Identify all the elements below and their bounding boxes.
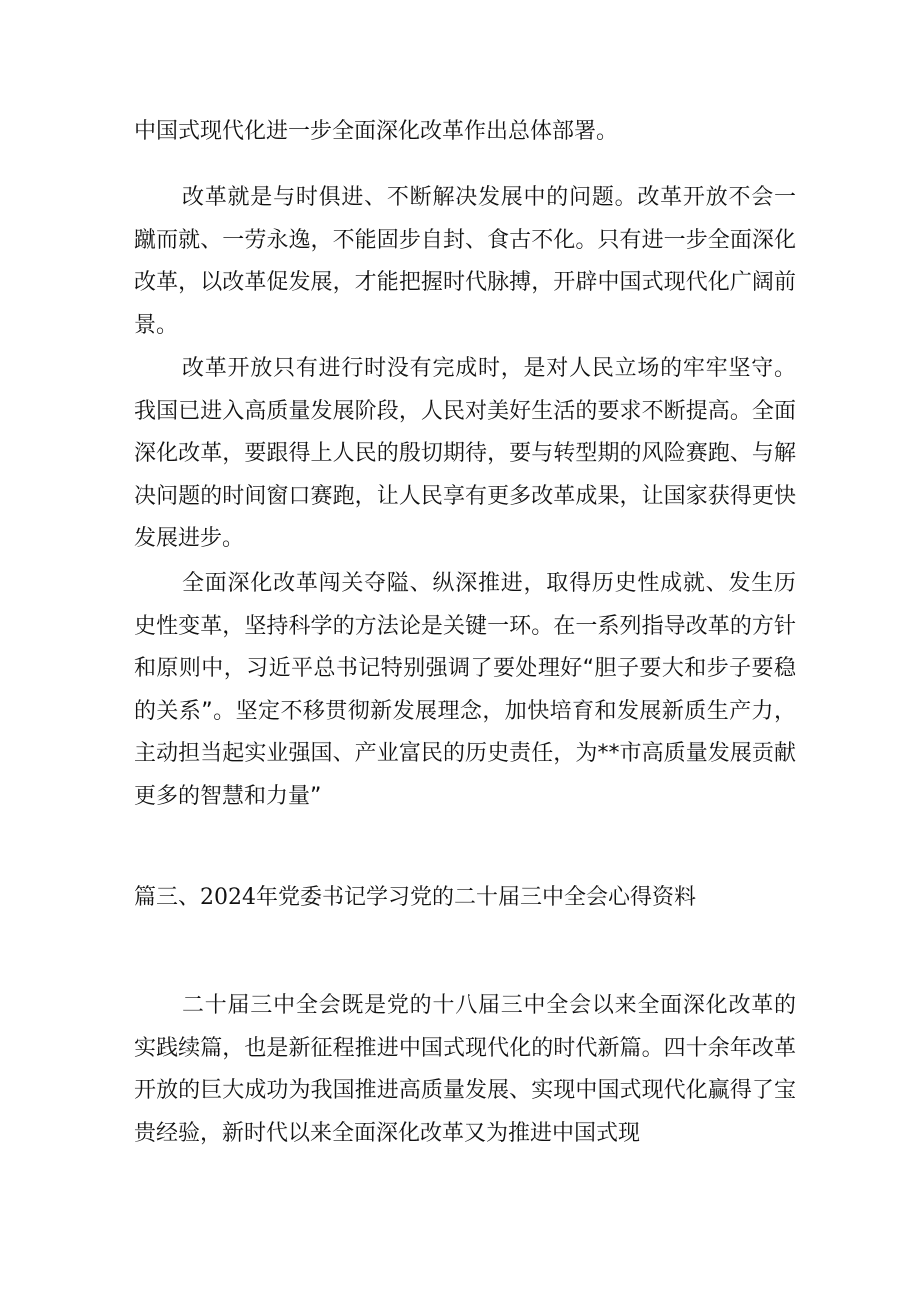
paragraph-plenum-intro: 二十届三中全会既是党的十八届三中全会以来全面深化改革的实践续篇，也是新征程推进中国式现代化的时代新篇。四十余年改革开放的巨大成功为我国推进高质量发展、实现中国式现代化赢得了宝贵经验，新时代以来全面深化改革又为推进中国式现 bbox=[134, 993, 796, 1146]
paragraph-people-stance: 改革开放只有进行时没有完成时，是对人民立场的牢牢坚守。我国已进入高质量发展阶段，人民对美好生活的要求不断提高。全面深化改革，要跟得上人民的殷切期待，要与转型期的风险赛跑、与解决问题的时间窗口赛跑，让人民享有更多改革成果，让国家获得更快发展进步。 bbox=[134, 356, 796, 551]
paragraph-reform-progress: 改革就是与时俱进、不断解决发展中的问题。改革开放不会一蹴而就、一劳永逸，不能固步自封、食古不化。只有进一步全面深化改革，以改革促发展，才能把握时代脉搏，开辟中国式现代化广阔前景。 bbox=[134, 185, 796, 338]
paragraph-continuation: 中国式现代化进一步全面深化改革作出总体部署。 bbox=[134, 119, 619, 144]
section-heading: 篇三、2024年党委书记学习党的二十届三中全会心得资料 bbox=[134, 885, 696, 910]
paragraph-methodology: 全面深化改革闯关夺隘、纵深推进，取得历史性成就、发生历史性变革，坚持科学的方法论是关键一环。在一系列指导改革的方针和原则中，习近平总书记特别强调了要处理好“胆子要大和步子要稳的关系”。坚定不移贯彻新发展理念，加快培育和发展新质生产力，主动担当起实业强国、产业富民的历史责任，为**市高质量发展贡献更多的智慧和力量” bbox=[134, 571, 796, 809]
